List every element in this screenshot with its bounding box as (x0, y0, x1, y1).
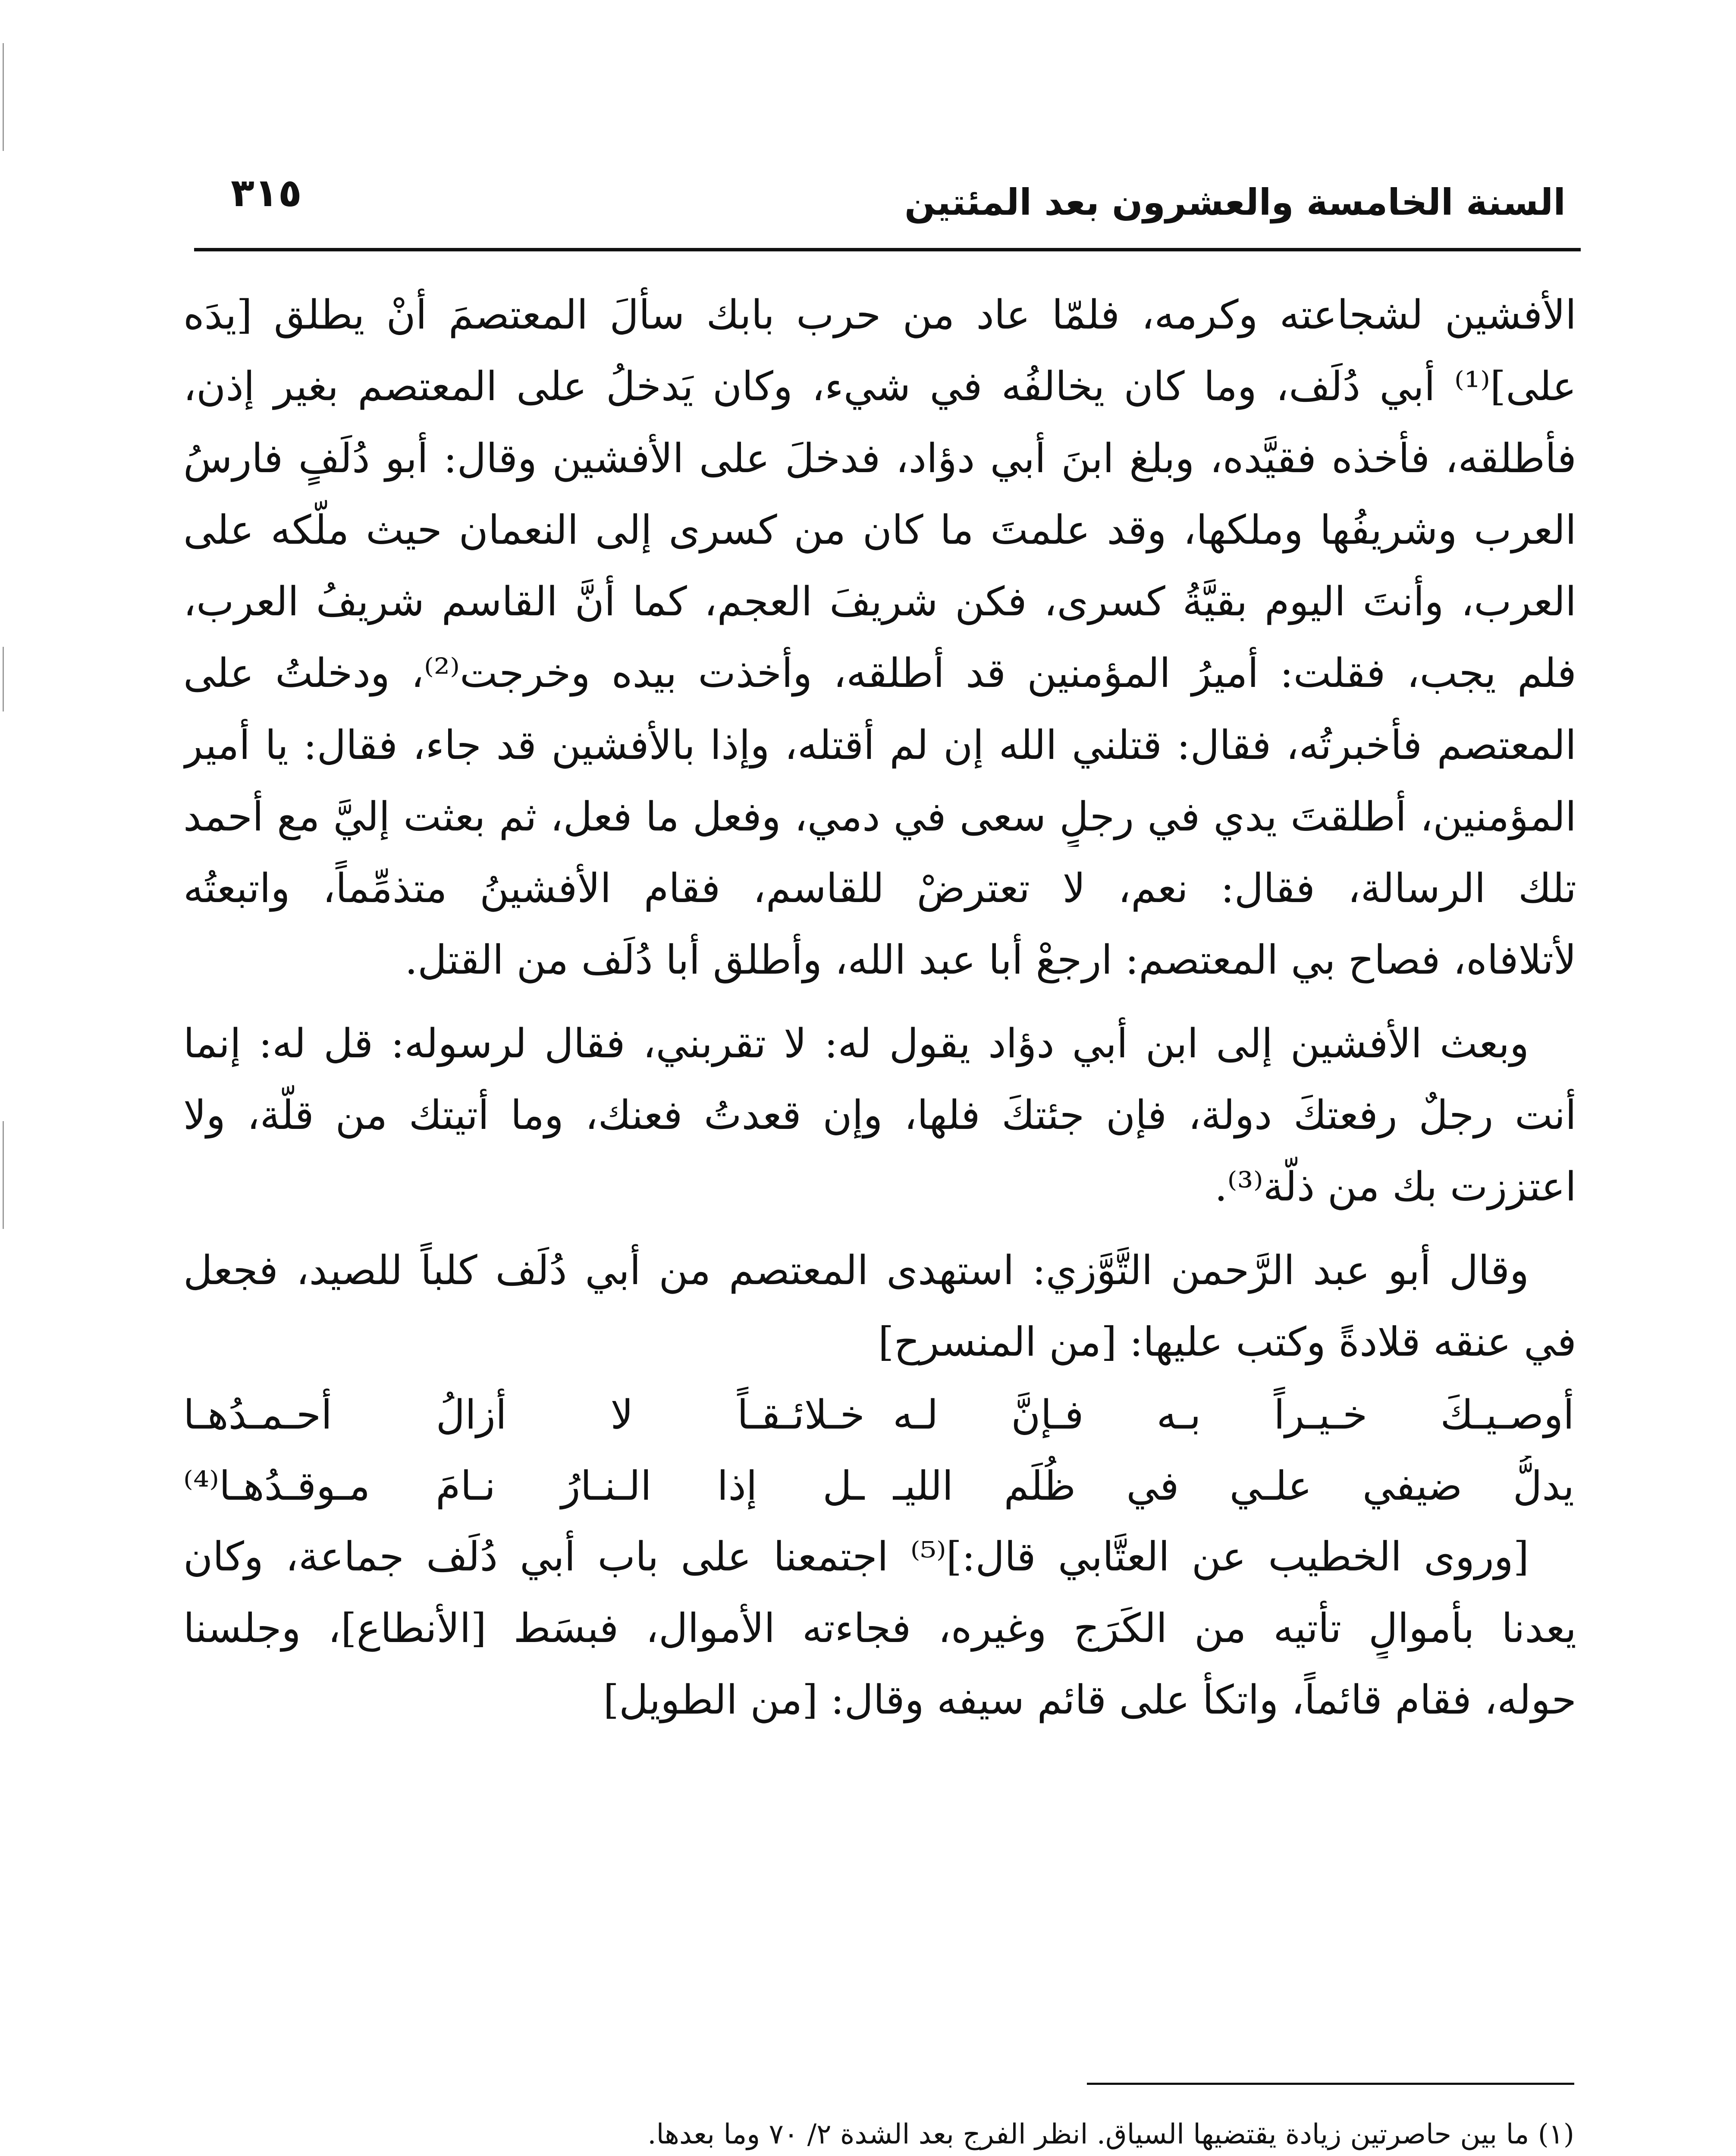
footnote-rule (1087, 2083, 1574, 2085)
body-line: فأطلقه، فأخذه فقيَّده، وبلغ ابنَ أبي دؤاد، فدخلَ على الأفشين وقال: أبو دُلَفٍ فارسُ (183, 435, 1576, 482)
body-line: وقال أبو عبد الرَّحمن التَّوَّزي: استهدى المعتصم من أبي دُلَف كلباً للصيد، فجعل (183, 1247, 1529, 1294)
body-line: في عنقه قلادةً وكتب عليها: [من المنسرح] (878, 1319, 1576, 1365)
verse-hemistich-second: خـلائـقـاً لا أزالُ أحـمـدُهـا (183, 1391, 865, 1438)
body-line: اعتززت بك من ذلَّة⁽³⁾. (1215, 1163, 1576, 1210)
body-line: أنت رجلٌ رفعتكَ دولة، فإن جئتكَ فلها، وإن قعدتُ فعنك، وما أتيتك من قلَّة، ولا (183, 1092, 1576, 1138)
body-line: يعدنا بأموالٍ تأتيه من الكَرَج وغيره، فجاءته الأموال، فبسَط [الأنطاع]، وجلسنا (183, 1605, 1576, 1651)
verse-hemistich-first: يدلُّ ضيفي علـي في ظُلَم الليـ (893, 1463, 1574, 1509)
body-line: الأفشين لشجاعته وكرمه، فلمّا عاد من حرب بابك سألَ المعتصمَ أنْ يطلق [يدَه (183, 291, 1576, 338)
verse-hemistich-second: ـل إذا الـنـارُ نـامَ مـوقـدُهـا⁽⁴⁾ (183, 1463, 865, 1509)
footnote: (١) ما بين حاصرتين زيادة يقتضيها السياق. انظر الفرج بعد الشدة ٢/ ٧٠ وما بعدها. (647, 2118, 1574, 2150)
body-line: وبعث الأفشين إلى ابن أبي دؤاد يقول له: لا تقربني، فقال لرسوله: قل له: إنما (183, 1020, 1529, 1067)
body-line: المؤمنين، أطلقتَ يدي في رجلٍ سعى في دمي، وفعل ما فعل، ثم بعثت إليَّ مع أحمد (183, 793, 1576, 840)
body-line: حوله، فقام قائماً، واتكأ على قائم سيفه وقال: [من الطويل] (603, 1677, 1576, 1723)
scan-edge-mark (3, 43, 4, 151)
body-line: فلم يجب، فقلت: أميرُ المؤمنين قد أطلقه، وأخذت بيده وخرجت⁽²⁾، ودخلتُ على (183, 650, 1576, 696)
body-line: تلك الرسالة، فقال: نعم، لا تعترضْ للقاسم، فقام الأفشينُ متذمِّماً، واتبعتُه (183, 865, 1576, 912)
body-line: لأتلافاه، فصاح بي المعتصم: ارجعْ أبا عبد الله، وأطلق أبا دُلَف من القتل. (405, 937, 1576, 983)
body-line: على]⁽¹⁾ أبي دُلَف، وما كان يخالفُه في شيء، وكان يَدخلُ على المعتصم بغير إذن، (183, 363, 1576, 410)
body-line: المعتصم فأخبرتُه، فقال: قتلني الله إن لم أقتله، وإذا بالأفشين قد جاء، فقال: يا أمير (183, 722, 1576, 768)
running-header-title: السنة الخامسة والعشرون بعد المئتين (904, 181, 1566, 223)
body-line: [وروى الخطيب عن العتَّابي قال:]⁽⁵⁾ اجتمعنا على باب أبي دُلَف جماعة، وكان (183, 1533, 1529, 1580)
scan-edge-mark (3, 647, 4, 711)
scan-edge-mark (3, 1121, 4, 1229)
page-number: ٣١٥ (231, 170, 302, 216)
verse-hemistich-first: أوصـيـكَ خـيـراً بـه فـإنَّ لـه (893, 1391, 1574, 1438)
header-rule (194, 248, 1581, 251)
body-line: العرب، وأنتَ اليوم بقيَّةُ كسرى، فكن شريفَ العجم، كما أنَّ القاسم شريفُ العرب، (183, 578, 1576, 625)
body-line: العرب وشريفُها وملكها، وقد علمتَ ما كان من كسرى إلى النعمان حيث ملَّكه على (183, 507, 1576, 553)
